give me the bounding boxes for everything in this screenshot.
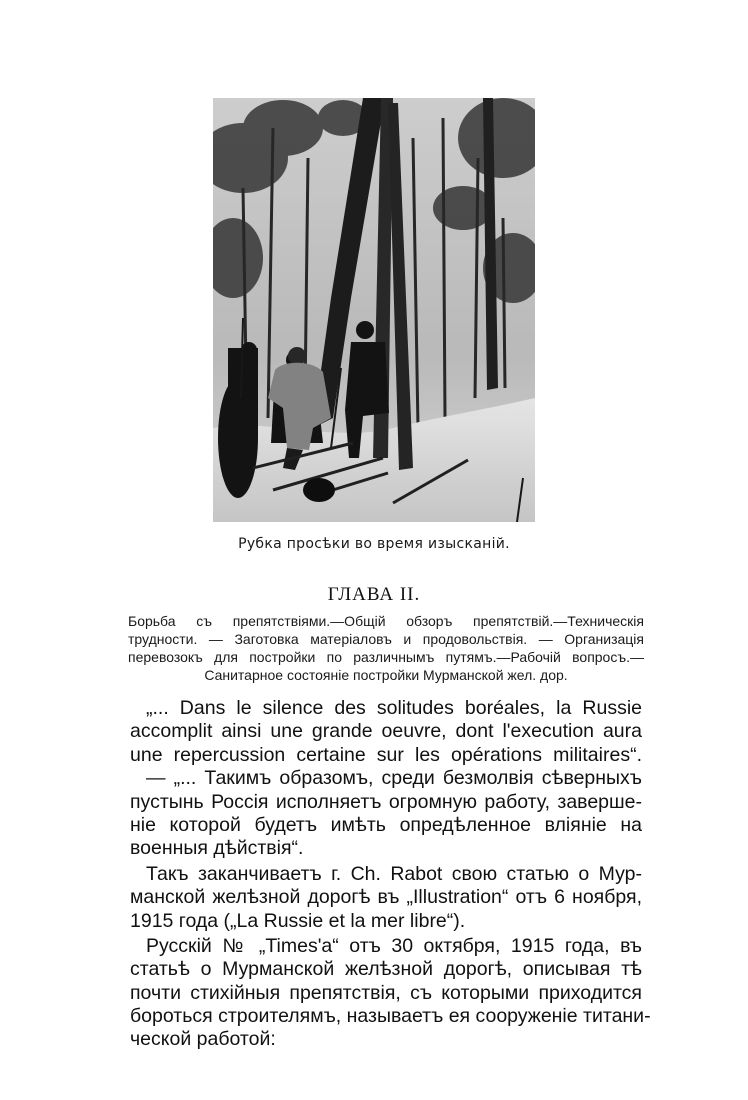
chapter-body (130, 697, 651, 1052)
paragraph-2-line: ніе которой будетъ имѣть опредѣленное вліяніе на (130, 813, 642, 836)
figure-caption: Рубка просѣки во время изысканій. (238, 536, 510, 552)
chapter-summary (128, 612, 644, 684)
photo-illustration (213, 98, 535, 522)
paragraph-1-line: une repercussion certaine sur les opérations militaires“. (130, 743, 642, 766)
paragraph-1-line: accomplit ainsi une grande oeuvre, dont l'execution aura (130, 720, 642, 743)
paragraph-4-line: почти стихійныя препятствія, съ которыми приходится (130, 981, 642, 1004)
summary-line: Борьба съ препятствіями.—Общій обзоръ препятствій.—Техническія (128, 613, 644, 629)
forest-clearing-photo (213, 98, 535, 522)
paragraph-2-line: — „... Такимъ образомъ, среди безмолвія сѣверныхъ (146, 767, 642, 790)
summary-line: перевозокъ для постройки по различнымъ путямъ.—Рабочій вопросъ.— (128, 649, 644, 665)
chapter-title: ГЛАВА II. (327, 584, 421, 605)
paragraph-3-line: 1915 года („La Russie et la mer libre“). (130, 909, 466, 932)
paragraph-3-line: манской желѣзной дорогѣ въ „Illustration“ отъ 6 ноября, (130, 886, 642, 909)
paragraph-1-line: „... Dans le silence des solitudes boréales, la Russie (146, 697, 642, 719)
paragraph-4-line: ческой работой: (130, 1028, 276, 1051)
summary-line: трудности. — Заготовка матеріаловъ и продовольствія. — Организація (128, 631, 644, 647)
paragraph-2-line: военныя дѣйствія“. (130, 837, 304, 860)
paragraph-4-line: Русскій № „Times'a“ отъ 30 октября, 1915 года, въ (146, 934, 642, 957)
paragraph-2-line: пустынь Россія исполняетъ огромную работу, заверше- (130, 790, 642, 813)
summary-line: Санитарное состояніе постройки Мурманской жел. дор. (204, 667, 568, 683)
paragraph-3-line: Такъ заканчиваетъ г. Ch. Rabot свою статью о Мур- (146, 862, 642, 885)
paragraph-4-line: статьѣ о Мурманской желѣзной дорогѣ, описывая тѣ (130, 958, 642, 981)
paragraph-4-line: бороться строителямъ, называетъ ея сооруженіе титани- (130, 1005, 651, 1028)
